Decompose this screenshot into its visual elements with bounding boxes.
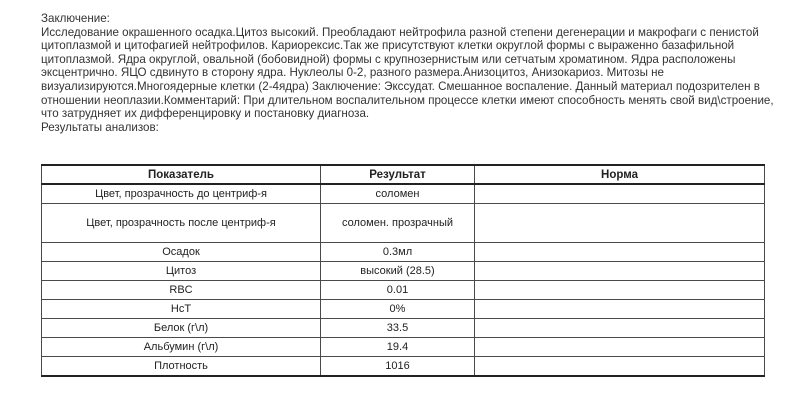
conclusion-text-line: цитоплазмой и цитофагией нейтрофилов. Кариорексис.Так же присутствуют клетки округлой формы с выраженно базафильной — [41, 39, 735, 53]
cell-result: 1016 — [321, 357, 475, 377]
cell-parameter: Цвет, прозрачность до центриф-я — [42, 184, 321, 204]
cell-result: 0% — [321, 300, 475, 319]
cell-result: высокий (28.5) — [321, 262, 475, 281]
table-row — [42, 281, 765, 300]
table-row — [42, 204, 765, 243]
cell-norm — [475, 338, 765, 357]
cell-parameter: Плотность — [42, 357, 321, 377]
results-table-header — [42, 165, 765, 184]
cell-result: соломен — [321, 184, 475, 204]
cell-norm — [475, 243, 765, 262]
header-norm: Норма — [475, 165, 765, 184]
cell-parameter: Цитоз — [42, 262, 321, 281]
conclusion-text-line: что затрудняет их дифференцировку и постановку диагноза. — [41, 107, 370, 121]
cell-result: 19.4 — [321, 338, 475, 357]
cell-parameter: Цвет, прозрачность после центриф-я — [42, 204, 321, 243]
cell-parameter: Белок (г\л) — [42, 319, 321, 338]
cell-norm — [475, 281, 765, 300]
conclusion-heading: Заключение: — [41, 12, 110, 25]
table-row — [42, 243, 765, 262]
header-result: Результат — [321, 165, 475, 184]
table-row — [42, 338, 765, 357]
table-row — [42, 319, 765, 338]
cell-result: 33.5 — [321, 319, 475, 338]
cell-result: соломен. прозрачный — [321, 204, 475, 243]
header-parameter: Показатель — [42, 165, 321, 184]
conclusion-text-line: визуализируются.Многоядерные клетки (2-4ядра) Заключение: Экссудат. Смешанное воспаление. Данный материал подозрителен в — [41, 79, 760, 93]
table-row — [42, 300, 765, 319]
table-row — [42, 262, 765, 281]
results-table — [41, 164, 765, 377]
cell-norm — [475, 204, 765, 243]
conclusion-block — [41, 12, 774, 134]
cell-result: 0.01 — [321, 281, 475, 300]
results-label: Результаты анализов: — [41, 120, 159, 134]
cell-norm — [475, 262, 765, 281]
cell-parameter: HcT — [42, 300, 321, 319]
cell-parameter: Осадок — [42, 243, 321, 262]
cell-norm — [475, 319, 765, 338]
cell-parameter: Альбумин (г\л) — [42, 338, 321, 357]
cell-norm — [475, 300, 765, 319]
cell-parameter: RBC — [42, 281, 321, 300]
table-row — [42, 184, 765, 204]
cell-result: 0.3мл — [321, 243, 475, 262]
conclusion-text-line: эксцентрично. ЯЦО сдвинуто в сторону ядра. Нуклеолы 0-2, разного размера.Анизоцитоз, Анизокариоз. Митозы не — [41, 66, 664, 80]
table-row — [42, 357, 765, 377]
cell-norm — [475, 184, 765, 204]
conclusion-text-line: отношении неоплазии.Комментарий: При длительном воспалительном процессе клетки имеют способность менять свой вид\строение, — [41, 93, 774, 107]
cell-norm — [475, 357, 765, 377]
conclusion-text-line: Исследование окрашенного осадка.Цитоз высокий. Преобладают нейтрофила разной степени дегенерации и макрофаги с пенистой — [41, 25, 759, 39]
conclusion-text-line: цитоплазмой. Ядра округлой, овальной (бобовидной) формы с крупнозернистым или сетчатым хроматином. Ядра расположены — [41, 52, 736, 66]
results-table-body — [42, 184, 765, 376]
header-row — [42, 165, 765, 184]
